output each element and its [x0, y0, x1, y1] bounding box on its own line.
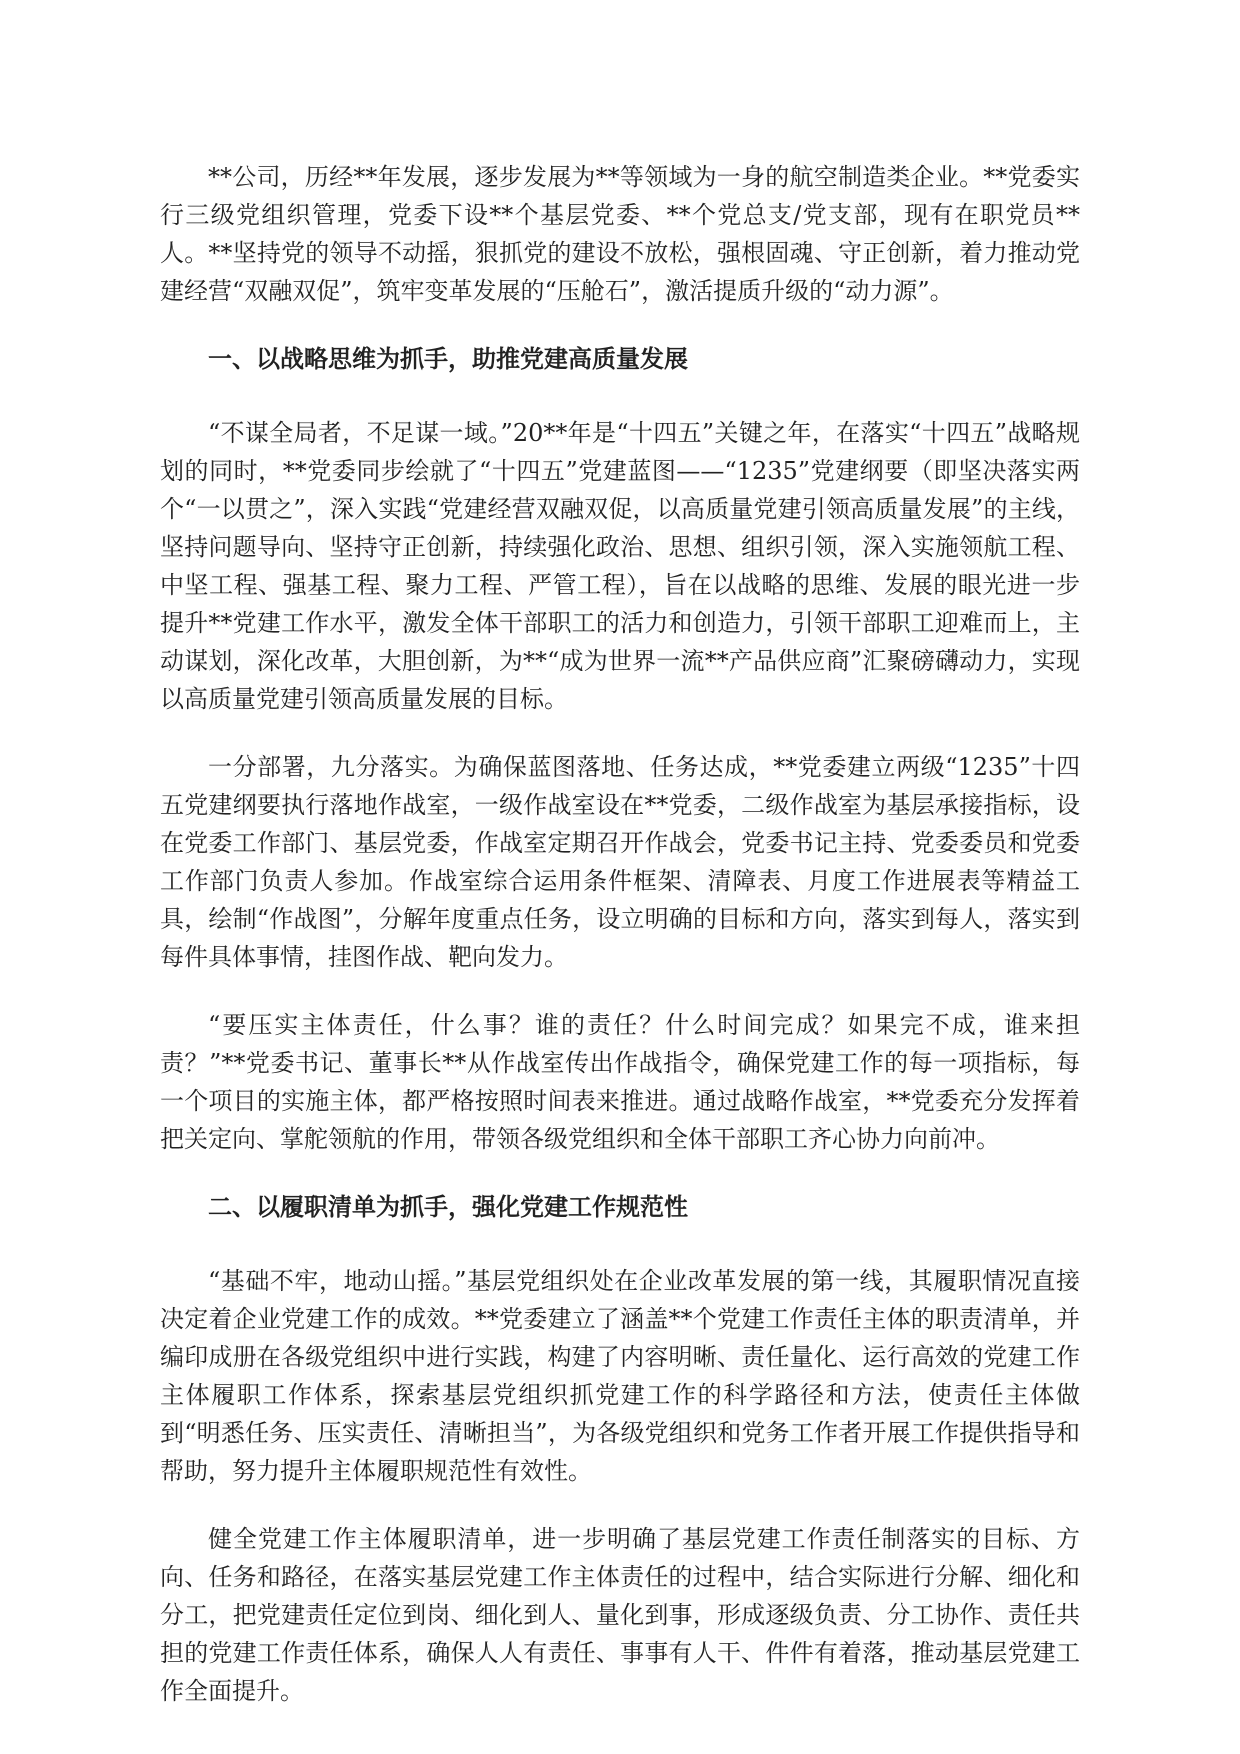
section-2-heading: 二、以履职清单为抓手，强化党建工作规范性 — [208, 1192, 688, 1221]
section-1-paragraph-3: “要压实主体责任，什么事？谁的责任？什么时间完成？如果完不成，谁来担责？”**党委书记、董事长**从作战室传出作战指令，确保党建工作的每一项指标，每一个项目的实施主体，都严格按照时间表来推进。通过战略作战室，**党委充分发挥着把关定向、掌舵领航的作用，带领各级党组织和全体干部职工齐心协力向前冲。 — [160, 1011, 1080, 1153]
section-2-paragraph-1: “基础不牢，地动山摇。”基层党组织处在企业改革发展的第一线，其履职情况直接决定着企业党建工作的成效。**党委建立了涵盖**个党建工作责任主体的职责清单，并编印成册在各级党组织中进行实践，构建了内容明晰、责任量化、运行高效的党建工作主体履职工作体系，探索基层党组织抓党建工作的科学路径和方法，使责任主体做到“明悉任务、压实责任、清晰担当”，为各级党组织和党务工作者开展工作提供指导和帮助，努力提升主体履职规范性有效性。 — [160, 1267, 1080, 1485]
section-2-paragraph-2: 健全党建工作主体履职清单，进一步明确了基层党建工作责任制落实的目标、方向、任务和路径，在落实基层党建工作主体责任的过程中，结合实际进行分解、细化和分工，把党建责任定位到岗、细化到人、量化到事，形成逐级负责、分工协作、责任共担的党建工作责任体系，确保人人有责任、事事有人干、件件有着落，推动基层党建工作全面提升。 — [160, 1525, 1080, 1705]
intro-paragraph: **公司，历经**年发展，逐步发展为**等领域为一身的航空制造类企业。**党委实行三级党组织管理，党委下设**个基层党委、**个党总支/党支部，现有在职党员**人。**坚持党的领导不动摇，狠抓党的建设不放松，强根固魂、守正创新，着力推动党建经营“双融双促”，筑牢变革发展的“压舱石”，激活提质升级的“动力源”。 — [160, 163, 1080, 305]
section-1-paragraph-2: 一分部署，九分落实。为确保蓝图落地、任务达成，**党委建立两级“1235”十四五党建纲要执行落地作战室，一级作战室设在**党委，二级作战室为基层承接指标，设在党委工作部门、基层党委，作战室定期召开作战会，党委书记主持、党委委员和党委工作部门负责人参加。作战室综合运用条件框架、清障表、月度工作进展表等精益工具，绘制“作战图”，分解年度重点任务，设立明确的目标和方向，落实到每人，落实到每件具体事情，挂图作战、靶向发力。 — [160, 753, 1080, 971]
document-page — [160, 158, 1080, 1710]
section-1-paragraph-1: “不谋全局者，不足谋一域。”20**年是“十四五”关键之年，在落实“十四五”战略规划的同时，**党委同步绘就了“十四五”党建蓝图——“1235”党建纲要（即坚决落实两个“一以贯之”，深入实践“党建经营双融双促，以高质量党建引领高质量发展”的主线，坚持问题导向、坚持守正创新，持续强化政治、思想、组织引领，深入实施领航工程、中坚工程、强基工程、聚力工程、严管工程），旨在以战略的思维、发展的眼光进一步提升**党建工作水平，激发全体干部职工的活力和创造力，引领干部职工迎难而上，主动谋划，深化改革，大胆创新，为**“成为世界一流**产品供应商”汇聚磅礴动力，实现以高质量党建引领高质量发展的目标。 — [160, 419, 1080, 713]
section-1-heading: 一、以战略思维为抓手，助推党建高质量发展 — [208, 344, 688, 373]
